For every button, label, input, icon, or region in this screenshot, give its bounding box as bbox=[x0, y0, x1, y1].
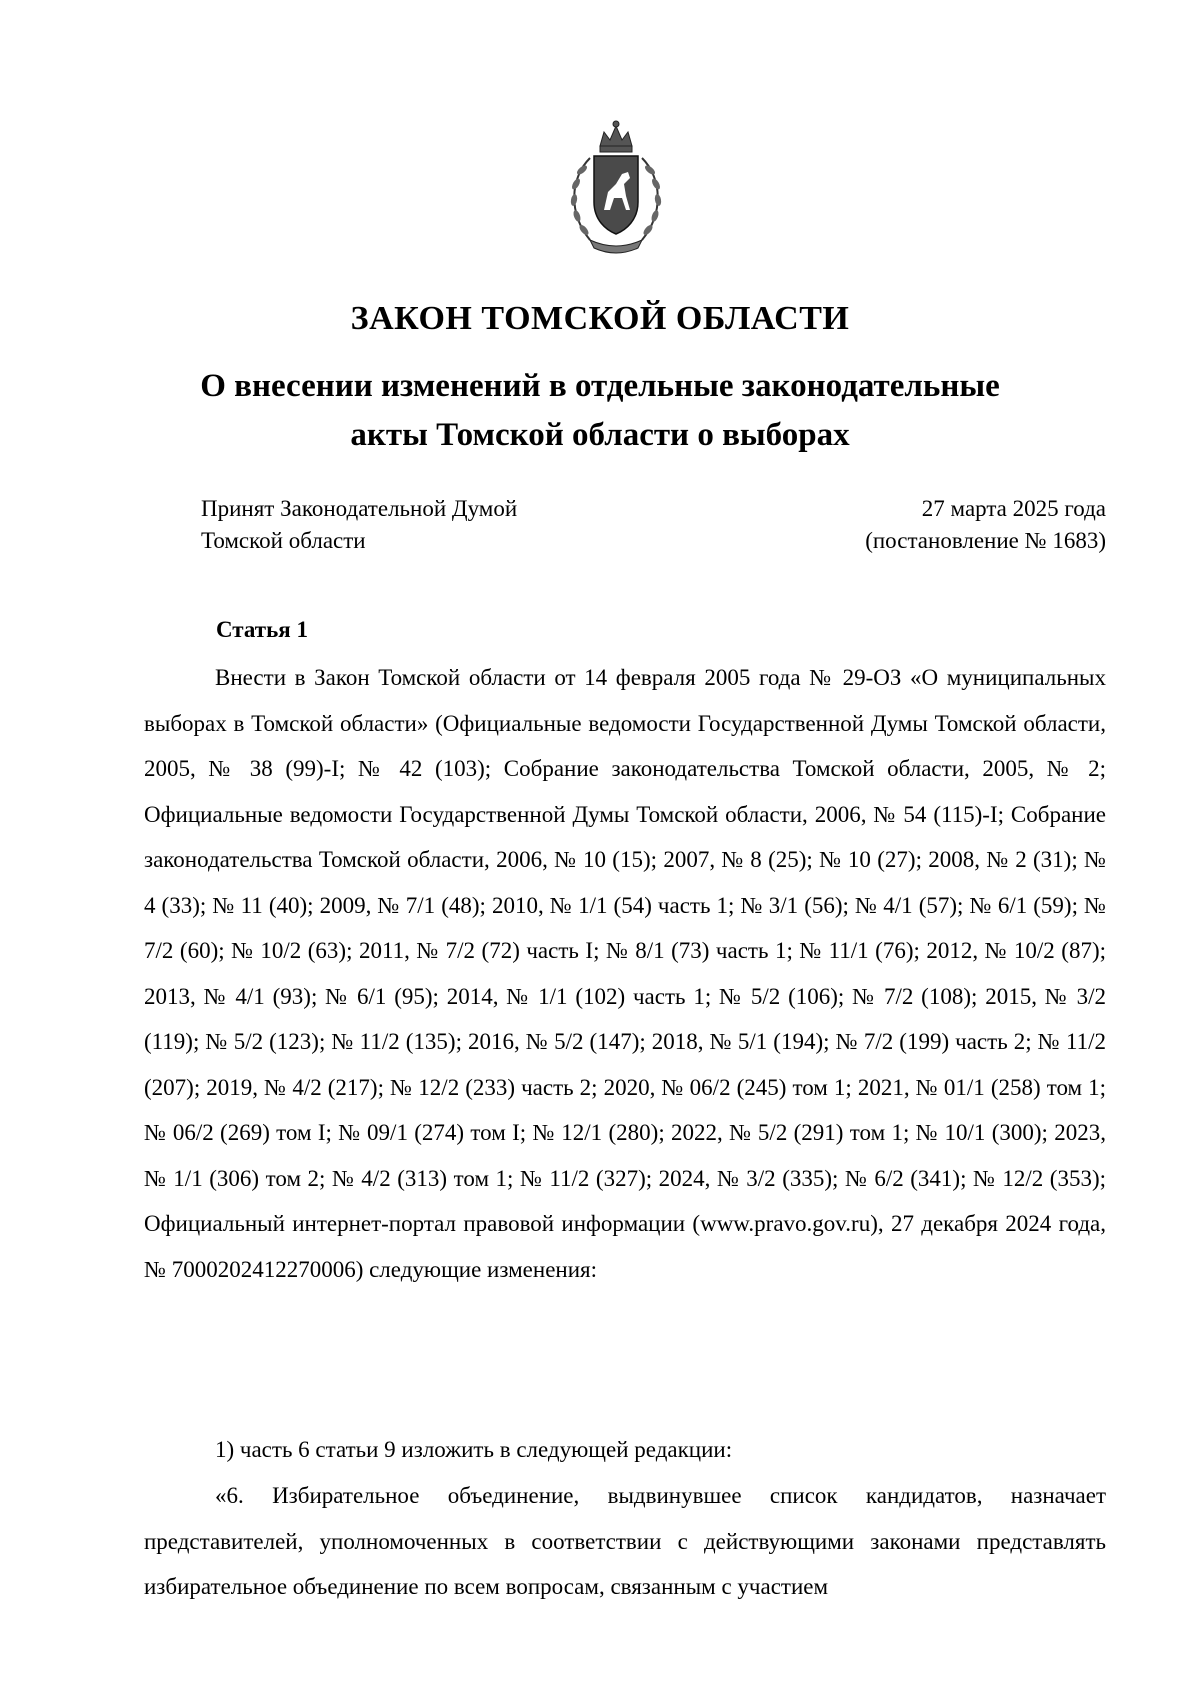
law-subtitle bbox=[0, 362, 1200, 460]
article-heading: Статья 1 bbox=[216, 617, 308, 642]
adopted-by-line1: Принят Законодательной Думой bbox=[201, 496, 518, 521]
amendment-item-1: 1) часть 6 статьи 9 изложить в следующей редакции: bbox=[215, 1437, 733, 1462]
law-title: ЗАКОН ТОМСКОЙ ОБЛАСТИ bbox=[350, 300, 850, 337]
adoption-date bbox=[865, 493, 1106, 557]
adoption-resolution: (постановление № 1683) bbox=[865, 528, 1106, 553]
law-subtitle-line2: акты Томской области о выборах bbox=[350, 417, 850, 453]
tomsk-oblast-coat-of-arms-icon bbox=[560, 118, 672, 258]
law-subtitle-line1: О внесении изменений в отдельные законодательные bbox=[200, 368, 1000, 404]
article-paragraph-2: «6. Избирательное объединение, выдвинувшее список кандидатов, назначает представителей, уполномоченных в соответствии с действующими законами представлять избирательное объединение по всем вопросам, связанным с участием bbox=[144, 1483, 1106, 1599]
article-paragraph-1: Внести в Закон Томской области от 14 февраля 2005 года № 29-ОЗ «О муниципальных выборах в Томской области» (Официальные ведомости Государственной Думы Томской области, 2005, № 38 (99)-I; № 42 (103); Собрание законодательства Томской области, 2005, № 2; Официальные ведомости Государственной Думы Томской области, 2006, № 54 (115)-I; Собрание законодательства Томской области, 2006, № 10 (15); 2007, № 8 (25); № 10 (27); 2008, № 2 (31); № 4 (33); № 11 (40); 2009, № 7/1 (48); 2010, № 1/1 (54) часть 1; № 3/1 (56); № 4/1 (57); № 6/1 (59); № 7/2 (60); № 10/2 (63); 2011, № 7/2 (72) часть I; № 8/1 (73) часть 1; № 11/1 (76); 2012, № 10/2 (87); 2013, № 4/1 (93); № 6/1 (95); 2014, № 1/1 (102) часть 1; № 5/2 (106); № 7/2 (108); 2015, № 3/2 (119); № 5/2 (123); № 11/2 (135); 2016, № 5/2 (147); 2018, № 5/1 (194); № 7/2 (199) часть 2; № 11/2 (207); 2019, № 4/2 (217); № 12/2 (233) часть 2; 2020, № 06/2 (245) том 1; 2021, № 01/1 (258) том 1; № 06/2 (269) том I; № 09/1 (274) том I; № 12/1 (280); 2022, № 5/2 (291) том 1; № 10/1 (300); 2023, № 1/1 (306) том 2; № 4/2 (313) том 1; № 11/2 (327); 2024, № 3/2 (335); № 6/2 (341); № 12/2 (353); Официальный интернет-портал правовой информации (www.pravo.gov.ru), 27 декабря 2024 года, № 7000202412270006) следующие изменения: bbox=[144, 665, 1106, 1282]
adoption-date-line1: 27 марта 2025 года bbox=[921, 496, 1106, 521]
adopted-by-line2: Томской области bbox=[201, 528, 366, 553]
adopted-by bbox=[201, 493, 517, 557]
